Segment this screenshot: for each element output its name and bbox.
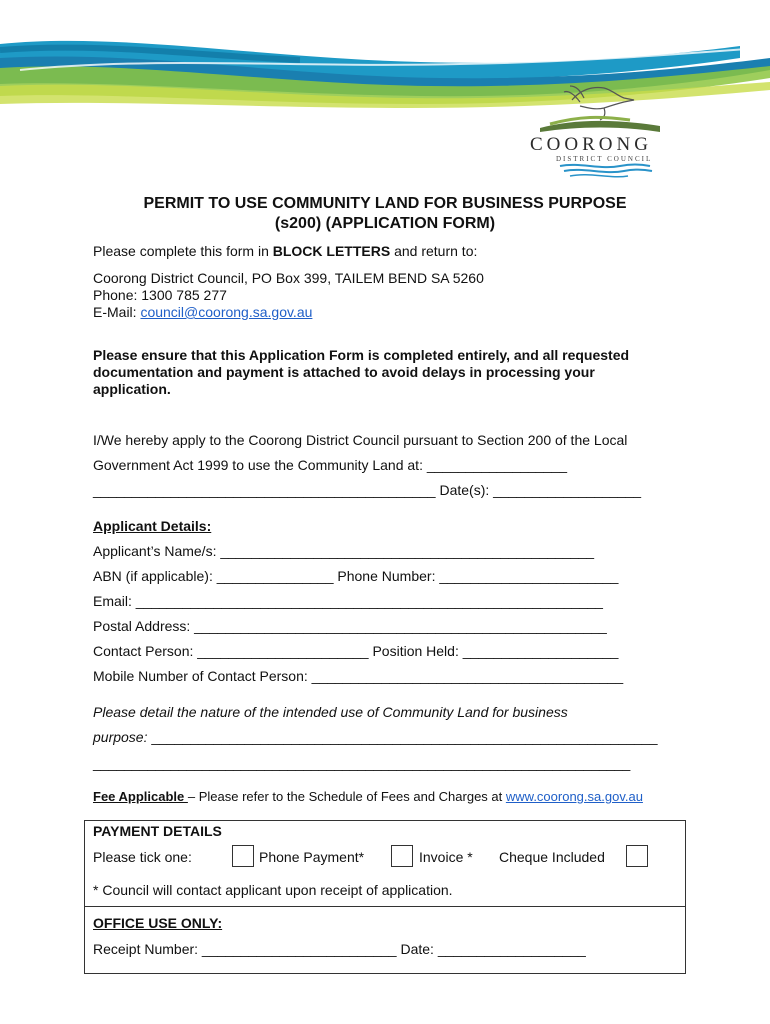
declaration-line2[interactable]: Government Act 1999 to use the Community Land at: __________________ — [93, 457, 568, 473]
invoice-checkbox[interactable] — [391, 845, 413, 867]
fee-line — [93, 789, 643, 804]
notice-line3: application. — [93, 381, 171, 397]
intro-bold: BLOCK LETTERS — [272, 243, 391, 259]
coorong-logo — [520, 80, 680, 180]
intro-pre: Please complete this form in — [93, 243, 273, 259]
phone-payment-label: Phone Payment* — [259, 849, 365, 865]
contact-position-field[interactable]: Contact Person: ______________________ Position Held: ____________________ — [93, 643, 619, 659]
contact-email-label: E-Mail: — [93, 304, 141, 320]
intro-post: and return to: — [390, 243, 478, 259]
payment-heading: PAYMENT DETAILS — [93, 823, 222, 839]
abn-phone-field[interactable]: ABN (if applicable): _______________ Phone Number: _______________________ — [93, 568, 619, 584]
contact-phone: Phone: 1300 785 277 — [93, 287, 227, 303]
notice-line2: documentation and payment is attached to avoid delays in processing your — [93, 364, 595, 380]
fee-text: – Please refer to the Schedule of Fees and Charges at — [187, 789, 506, 804]
purpose-line1: Please detail the nature of the intended use of Community Land for business — [93, 704, 568, 720]
notice-line1: Please ensure that this Application Form is completed entirely, and all requested — [93, 347, 630, 363]
receipt-date-field[interactable]: Receipt Number: _________________________ Date: ___________________ — [93, 941, 586, 957]
tick-label: Please tick one: — [93, 849, 192, 865]
form-title-line2: (s200) (APPLICATION FORM) — [274, 215, 496, 232]
payment-footnote: * Council will contact applicant upon receipt of application. — [93, 882, 453, 898]
invoice-label: Invoice * — [419, 849, 473, 865]
cheque-checkbox[interactable] — [626, 845, 648, 867]
purpose-line2[interactable] — [93, 729, 657, 745]
postal-address-field[interactable]: Postal Address: _____________________________________________________ — [93, 618, 607, 634]
email-field[interactable]: Email: ____________________________________________________________ — [93, 593, 603, 609]
contact-email-line — [93, 304, 312, 320]
pelican-icon — [564, 86, 634, 120]
logo-subtitle: DISTRICT COUNCIL — [556, 155, 653, 163]
contact-address: Coorong District Council, PO Box 399, TAILEM BEND SA 5260 — [93, 270, 484, 286]
form-title-line1: PERMIT TO USE COMMUNITY LAND FOR BUSINESS PURPOSE — [143, 195, 627, 212]
fee-link[interactable]: www.coorong.sa.gov.au — [505, 789, 643, 804]
purpose-line3[interactable]: _____________________________________________________________________ — [93, 755, 631, 771]
applicant-names-field[interactable]: Applicant’s Name/s: ________________________________________________ — [93, 543, 595, 559]
payment-divider — [84, 906, 685, 907]
office-heading: OFFICE USE ONLY: — [93, 915, 223, 931]
fee-label: Fee Applicable — [93, 789, 188, 804]
mobile-number-field[interactable]: Mobile Number of Contact Person: ________________________________________ — [93, 668, 624, 684]
declaration-line3[interactable]: ____________________________________________ Date(s): ___________________ — [93, 482, 642, 498]
purpose-blank[interactable]: _________________________________________________________________ — [151, 729, 658, 745]
purpose-label: purpose: — [93, 729, 152, 745]
phone-payment-checkbox[interactable] — [232, 845, 254, 867]
logo-name: COORONG — [530, 134, 652, 155]
cheque-label: Cheque Included — [499, 849, 605, 865]
declaration-line1: I/We hereby apply to the Coorong District Council pursuant to Section 200 of the Local — [93, 432, 628, 448]
intro-text — [93, 243, 477, 259]
applicant-heading: Applicant Details: — [93, 518, 212, 534]
contact-email-link[interactable]: council@coorong.sa.gov.au — [140, 304, 313, 320]
